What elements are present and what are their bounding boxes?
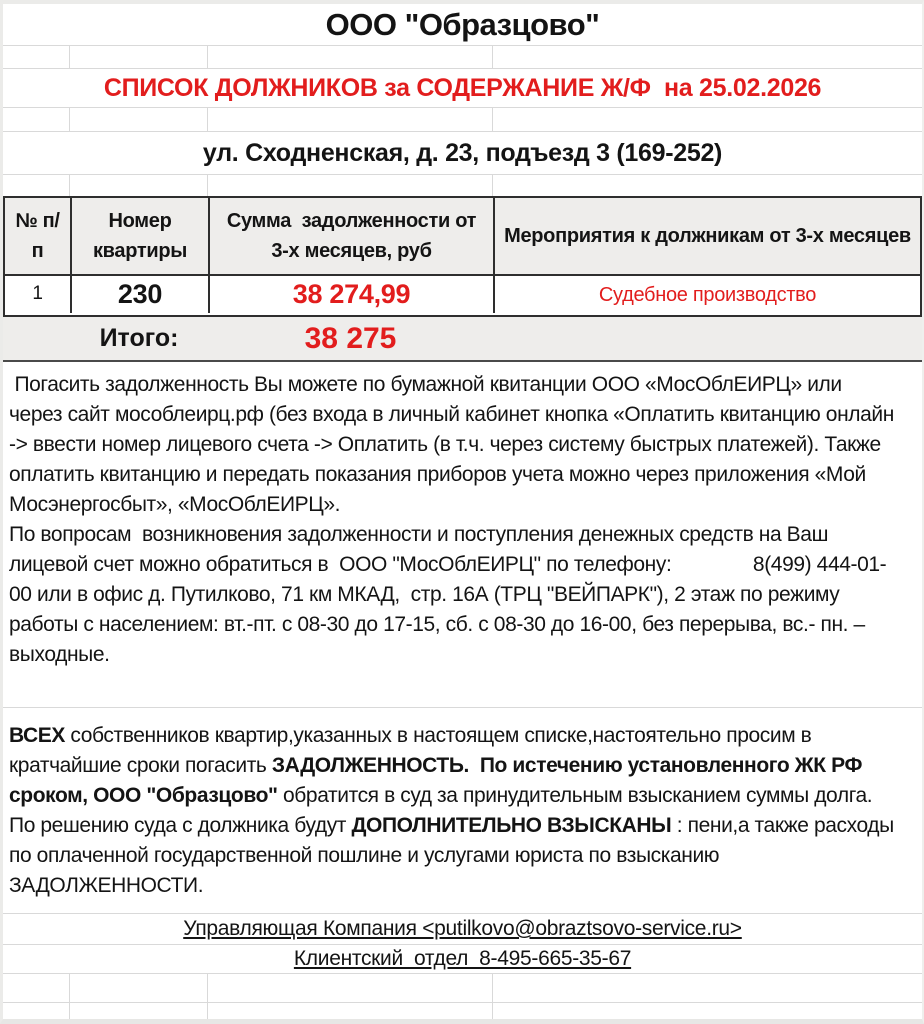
client-department-phone: Клиентский отдел 8-495-665-35-67 bbox=[293, 947, 632, 970]
total-value: 38 275 bbox=[304, 321, 397, 355]
total-row bbox=[3, 317, 922, 362]
debtors-table bbox=[3, 196, 922, 317]
grid-cell bbox=[3, 974, 70, 1002]
empty-grid-row bbox=[3, 108, 922, 132]
warning-notice-section bbox=[3, 707, 922, 913]
empty-grid-row bbox=[3, 46, 922, 69]
company-title: ООО "Образцово" bbox=[3, 4, 922, 46]
grid-cell bbox=[493, 974, 922, 1002]
grid-cell bbox=[3, 1003, 70, 1019]
table-row bbox=[5, 274, 920, 313]
column-header-number: № п/п bbox=[5, 198, 72, 274]
table-header-row bbox=[5, 198, 920, 274]
empty-grid-row bbox=[3, 974, 922, 1003]
column-header-actions: Мероприятия к должникам от 3-х месяцев bbox=[504, 225, 911, 247]
grid-cell bbox=[208, 974, 493, 1002]
grid-cell bbox=[493, 175, 922, 196]
empty-grid-row bbox=[3, 175, 922, 196]
grid-cell bbox=[3, 108, 70, 131]
cell-flat-number: 230 bbox=[72, 276, 210, 313]
empty-grid-row bbox=[3, 1003, 922, 1019]
warning-paragraph: ВСЕХ собственников квартир,указанных в настоящем списке,настоятельно просим в кратчайшие сроки погасить ЗАДОЛЖЕННОСТЬ. По истечению установленного ЖК РФ сроком, ООО "Образцово" обратится в суд за принудительным взысканием суммы долга. По решению суда с должника будут ДОПОЛНИТЕЛЬНО ВЗЫСКАНЫ : пени,а также расходы по оплаченной государственной пошлине и услугами юриста по взысканию ЗАДОЛЖЕННОСТИ. bbox=[9, 724, 900, 897]
cell-action-taken: Судебное производство bbox=[598, 283, 817, 306]
company-email-link[interactable]: Управляющая Компания <putilkovo@obraztsovo-service.ru> bbox=[183, 917, 742, 940]
payment-info-section bbox=[3, 362, 922, 707]
grid-cell bbox=[208, 46, 493, 68]
column-header-flat: Номер квартиры bbox=[72, 198, 210, 274]
total-label: Итого: bbox=[99, 324, 179, 352]
grid-cell bbox=[493, 108, 922, 131]
column-header-amount: Сумма задолженности от 3-х месяцев, руб bbox=[210, 198, 495, 274]
grid-cell bbox=[70, 175, 208, 196]
grid-cell bbox=[70, 1003, 208, 1019]
contact-info-paragraph: По вопросам возникновения задолженности и поступления денежных средств на Ваш лицевой счет можно обратиться в ООО "МосОблЕИРЦ" по телефону: 8(499) 444-01-00 или в офис д. Путилково, 71 км МКАД, стр. 16А (ТРЦ "ВЕЙПАРК"), 2 этаж по режиму работы с населением: вт.-пт. с 08-30 до 17-15, сб. с 08-30 до 16-00, без перерыва, вс.- пн. – выходные. bbox=[9, 523, 887, 666]
grid-cell bbox=[493, 1003, 922, 1019]
grid-cell bbox=[208, 175, 493, 196]
grid-cell bbox=[70, 974, 208, 1002]
grid-cell bbox=[208, 108, 493, 131]
footer-company-row bbox=[3, 913, 922, 945]
debtors-list-heading: СПИСОК ДОЛЖНИКОВ за СОДЕРЖАНИЕ Ж/Ф на 25.02.2026 bbox=[3, 69, 922, 108]
grid-cell bbox=[208, 1003, 493, 1019]
payment-instructions-paragraph: Погасить задолженность Вы можете по бумажной квитанции ООО «МосОблЕИРЦ» или через сайт мособлеирц.рф (без входа в личный кабинет кнопка «Оплатить квитанцию онлайн -> ввести номер лицевого счета -> Оплатить (в т.ч. через систему быстрых платежей). Также оплатить квитанцию и передать показания приборов учета можно через приложения «Мой Мосэнергосбыт», «МосОблЕИРЦ». bbox=[9, 373, 900, 516]
cell-row-number: 1 bbox=[5, 276, 72, 313]
grid-cell bbox=[3, 175, 70, 196]
cell-debt-amount: 38 274,99 bbox=[210, 276, 495, 313]
grid-cell bbox=[493, 46, 922, 68]
grid-cell bbox=[3, 46, 70, 68]
footer-phone-row bbox=[3, 945, 922, 974]
building-address: ул. Сходненская, д. 23, подъезд 3 (169-252) bbox=[3, 132, 922, 175]
grid-cell bbox=[70, 108, 208, 131]
grid-cell bbox=[70, 46, 208, 68]
